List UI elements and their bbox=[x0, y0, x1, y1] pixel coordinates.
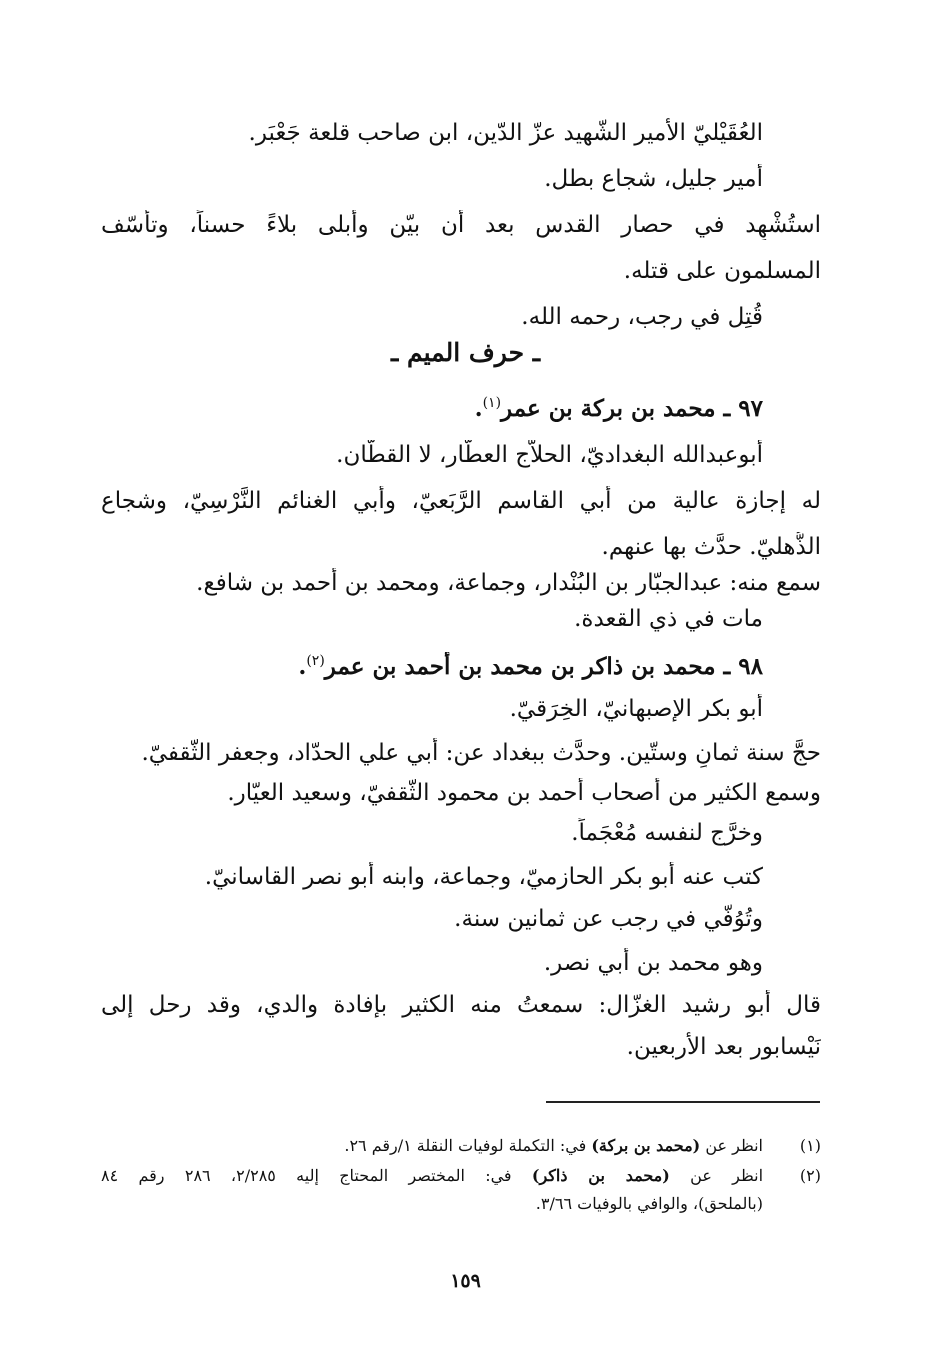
text-line: استُشْهِد في حصار القدس بعد أن بيّن وأبلى بلاءً حسناً، وتأسّف bbox=[101, 212, 821, 238]
footnote-text bbox=[101, 1164, 763, 1188]
text-line: أبو بكر الإصبهانيّ، الخِرَقيّ. bbox=[509, 696, 763, 722]
footnote bbox=[101, 1164, 821, 1188]
footnote-number: (٢) bbox=[799, 1166, 821, 1185]
footnote-text-part: في: المختصر المحتاج إليه ٢/٢٨٥، ٢٨٦ رقم ٨٤ bbox=[101, 1166, 532, 1185]
section-heading: ـ حرف الميم ـ bbox=[390, 338, 541, 367]
footnote-reference[interactable]: (١) bbox=[482, 395, 502, 411]
text-line: العُقَيْليّ الأمير الشّهيد عزّ الدّين، ابن صاحب قلعة جَعْبَر. bbox=[248, 120, 763, 146]
footnote-separator bbox=[546, 1101, 820, 1103]
footnote-text-part: في: التكملة لوفيات النقلة ١/رقم ٢٦. bbox=[344, 1136, 592, 1155]
text-line: قُتِل في رجب، رحمه الله. bbox=[521, 304, 763, 330]
footnote-continuation: (بالملحق)، والوافي بالوفيات ٣/٦٦. bbox=[535, 1194, 763, 1213]
entry-title-text: ٩٧ ـ محمد بن بركة بن عمر bbox=[501, 395, 763, 422]
entry-title-text: ٩٨ ـ محمد بن ذاكر بن محمد بن أحمد بن عمر bbox=[324, 653, 763, 680]
entry-title bbox=[101, 652, 763, 682]
entry-title-end: . bbox=[298, 653, 307, 680]
footnote-text-bold: (محمد بن بركة) bbox=[591, 1136, 701, 1155]
entry-title bbox=[101, 394, 763, 424]
text-line: مات في ذي القعدة. bbox=[574, 606, 763, 632]
footnote-text-bold: (محمد بن ذاكر) bbox=[531, 1166, 670, 1185]
footnote-text bbox=[101, 1134, 763, 1158]
text-line: وخرَّج لنفسه مُعْجَماً. bbox=[571, 820, 763, 846]
text-line: كتب عنه أبو بكر الحازميّ، وجماعة، وابنه أبو نصر القاسانيّ. bbox=[204, 864, 763, 890]
footnote bbox=[101, 1134, 821, 1158]
text-line: له إجازة عالية من أبي القاسم الرَّبَعيّ، وأبي الغنائم النَّرْسِيّ، وشجاع bbox=[101, 488, 821, 514]
text-line: سمع منه: عبدالجبّار بن البُنْدار، وجماعة، ومحمد بن أحمد بن شافع. bbox=[196, 570, 821, 596]
footnote-text-part: انظر عن bbox=[669, 1166, 763, 1185]
text-line: نَيْسابور بعد الأربعين. bbox=[626, 1034, 821, 1060]
text-line: المسلمون على قتله. bbox=[623, 258, 821, 284]
text-line: قال أبو رشيد الغزّال: سمعتُ منه الكثير بإفادة والدي، وقد رحل إلى bbox=[101, 992, 821, 1018]
text-line: أبوعبدالله البغداديّ، الحلاّج العطّار، لا القطّان. bbox=[336, 442, 763, 468]
footnote-reference[interactable]: (٢) bbox=[306, 653, 325, 669]
page-number: ١٥٩ bbox=[450, 1270, 481, 1292]
text-line: وهو محمد بن أبي نصر. bbox=[543, 950, 763, 976]
text-line: الذُّهليّ. حدَّث بها عنهم. bbox=[601, 534, 821, 560]
text-line: حجَّ سنة ثمانٍ وستّين. وحدَّث ببغداد عن: أبي علي الحدّاد، وجعفر الثّقفيّ. bbox=[141, 740, 821, 766]
entry-title-end: . bbox=[474, 395, 483, 422]
text-line: وسمع الكثير من أصحاب أحمد بن محمود الثّقفيّ، وسعيد العيّار. bbox=[227, 780, 821, 806]
text-line: وتُوُفّي في رجب عن ثمانين سنة. bbox=[454, 906, 763, 932]
footnote-number: (١) bbox=[799, 1136, 821, 1155]
text-line: أمير جليل، شجاع بطل. bbox=[544, 166, 763, 192]
footnote-text-part: انظر عن bbox=[700, 1136, 763, 1155]
